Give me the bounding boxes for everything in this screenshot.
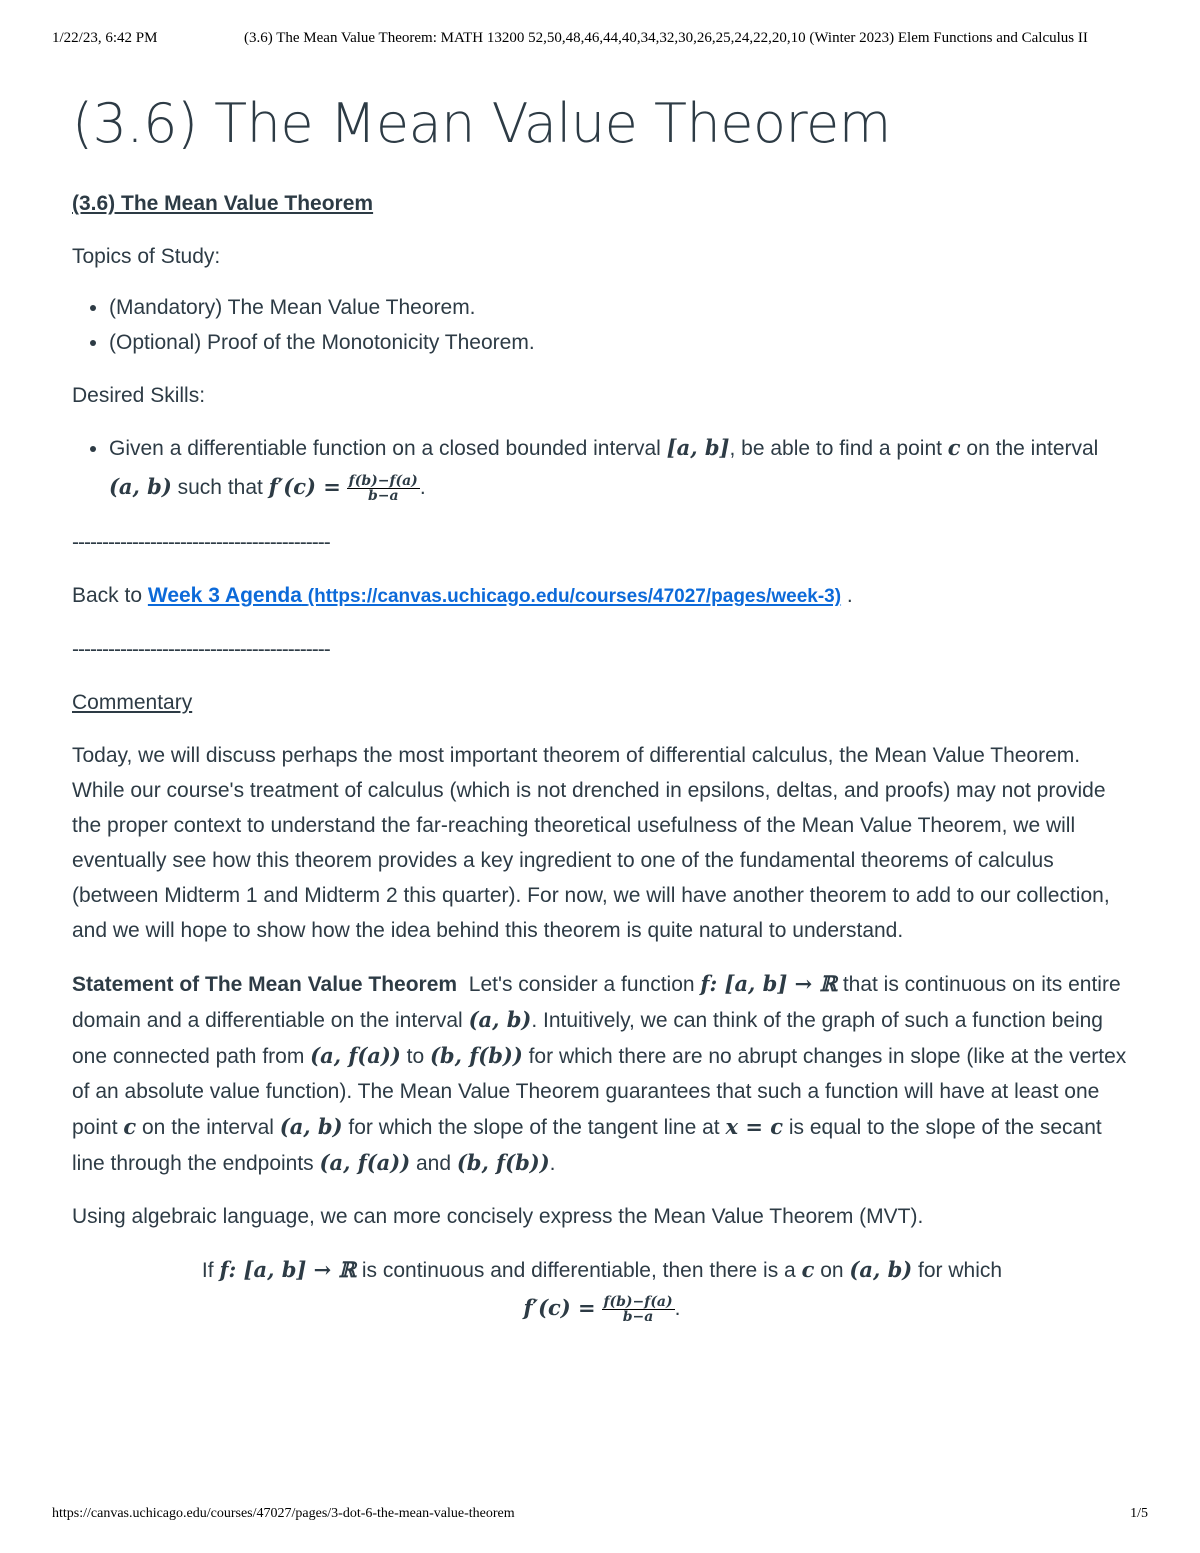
print-url: https://canvas.uchicago.edu/courses/47027/pages/3-dot-6-the-mean-value-theorem xyxy=(52,1506,515,1521)
math-expression: [a, b] xyxy=(666,435,730,460)
mvt-formula: f′(c) = $\frac{f(b)-f(a)}{b-a}$ . xyxy=(523,1293,681,1325)
print-date: 1/22/23, 6:42 PM xyxy=(52,30,158,46)
commentary-label: Commentary xyxy=(72,691,193,714)
math-expression: f′(c) = xyxy=(268,474,341,499)
page-number: 1/5 xyxy=(1130,1506,1148,1521)
math-expression: f: [a, b] → ℝ xyxy=(700,971,837,996)
statement-paragraph: Statement of The Mean Value Theorem Let's consider a function f: [a, b] → ℝ that is continuous on its entire domain and a differentiable on the interval (a, b). Intuitively, we can think of the graph of such a function being one connected path from (a, f(a)) to (b, f(b)) for which there are no abrupt changes in slope (like at the vertex of an absolute value function). The Mean Value Theorem guarantees that such a function will have at least one point c on the interval (a, b) for which the slope of the tangent line at x = c is equal to the slope of the secant line through the endpoints (a, f(a)) and (b, f(b)). xyxy=(72,971,1127,1175)
fraction: $\frac{f(b)-f(a)}{b-a}$ xyxy=(603,1293,673,1325)
back-to-agenda: Back to Week 3 Agenda (https://canvas.uchicago.edu/courses/47027/pages/week-3) . xyxy=(72,584,853,607)
fraction: $\frac{f(b)-f(a)}{b-a}$ xyxy=(348,472,418,504)
skills-label: Desired Skills: xyxy=(72,384,206,407)
math-expression: (a, f(a)) xyxy=(310,1043,401,1068)
math-expression: x = c xyxy=(725,1114,784,1139)
math-expression: (b, f(b)) xyxy=(456,1150,550,1175)
topics-list xyxy=(72,290,1132,360)
math-expression: (b, f(b)) xyxy=(429,1043,523,1068)
math-expression: (a, b) xyxy=(109,474,172,499)
page-content xyxy=(72,88,1132,1329)
math-expression: c xyxy=(801,1257,815,1282)
math-expression: (a, b) xyxy=(279,1114,343,1139)
algebraic-intro: Using algebraic language, we can more concisely express the Mean Value Theorem (MVT). xyxy=(72,1205,924,1228)
statement-heading: Statement of The Mean Value Theorem xyxy=(72,973,458,996)
section-heading: (3.6) The Mean Value Theorem xyxy=(72,192,374,215)
math-expression: c xyxy=(947,435,961,460)
page-title: (3.6) The Mean Value Theorem xyxy=(72,92,891,155)
mvt-statement: If f: [a, b] → ℝ is continuous and differentiable, then there is a c on (a, b) for which xyxy=(201,1257,1003,1282)
print-document-title: (3.6) The Mean Value Theorem: MATH 13200 52,50,48,46,44,40,34,32,30,26,25,24,22,20,10 (Winter 2023) Elem Functions and Calculus II xyxy=(244,30,1088,46)
math-expression: (a, f(a)) xyxy=(319,1150,411,1175)
divider: ------------------------------------------- xyxy=(72,638,330,661)
list-item: • (Mandatory) The Mean Value Theorem. xyxy=(109,290,1132,325)
math-expression: f: [a, b] → ℝ xyxy=(219,1257,356,1282)
list-item: • (Optional) Proof of the Monotonicity Theorem. xyxy=(109,325,1132,360)
week-3-agenda-link[interactable]: Week 3 Agenda (https://canvas.uchicago.edu/courses/47027/pages/week-3) xyxy=(147,584,842,607)
math-expression: (a, b) xyxy=(468,1007,532,1032)
list-item: • Given a differentiable function on a closed bounded interval [a, b], be able to find a point c on the interval (a, b) such that f′(c) = $\frac{f(b)-f(a)}{b-a}$ . xyxy=(109,429,1132,507)
print-footer xyxy=(52,1506,1148,1522)
math-expression: f′(c) = xyxy=(523,1295,596,1320)
divider: ------------------------------------------- xyxy=(72,531,330,554)
skills-list xyxy=(72,429,1132,507)
topics-label: Topics of Study: xyxy=(72,245,221,268)
math-expression: c xyxy=(123,1114,137,1139)
commentary-paragraph: Today, we will discuss perhaps the most important theorem of differential calculus, the Mean Value Theorem. While our course's treatment of calculus (which is not drenched in epsilons, deltas, and proofs) may not provide the proper context to understand the far-reaching theoretical usefulness of the Mean Value Theorem, we will eventually see how this theorem provides a key ingredient to one of the fundamental theorems of calculus (between Midterm 1 and Midterm 2 this quarter). For now, we will have another theorem to add to our collection, and we will hope to show how the idea behind this theorem is quite natural to understand. xyxy=(72,744,1110,942)
math-expression: (a, b) xyxy=(849,1257,913,1282)
